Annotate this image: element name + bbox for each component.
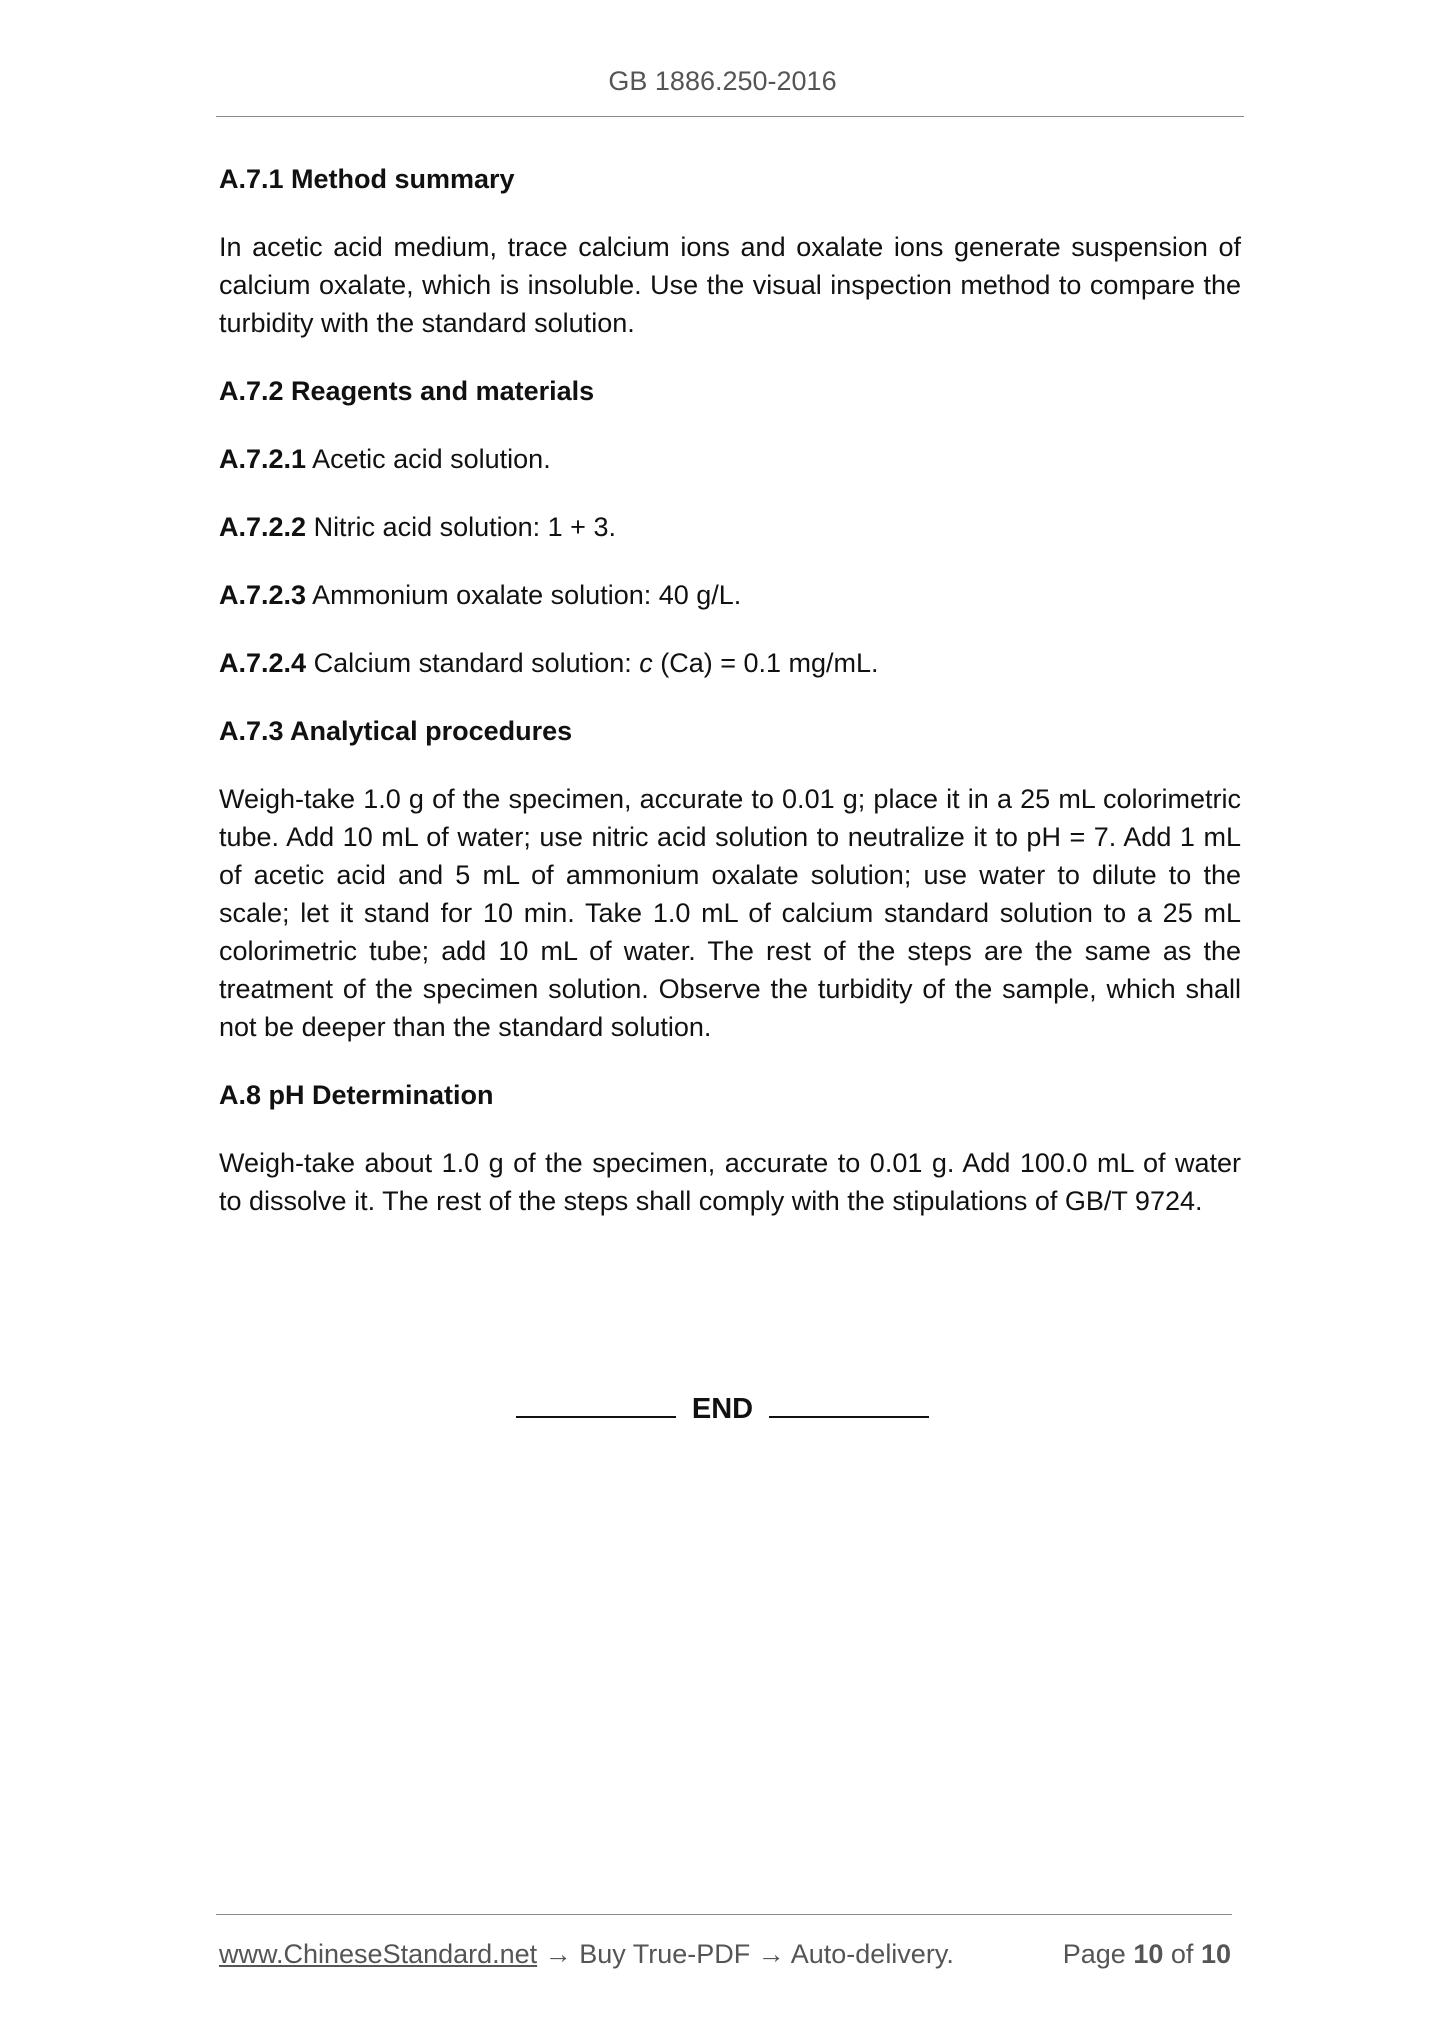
header-divider — [216, 116, 1244, 117]
page-total: 10 — [1200, 1939, 1231, 1969]
reagent-item-text: Ammonium oxalate solution: 40 g/L. — [306, 580, 742, 610]
page-of-label: of — [1170, 1939, 1194, 1969]
reagent-item-text: Acetic acid solution. — [306, 444, 551, 474]
reagent-item-number: A.7.2.1 — [219, 444, 307, 474]
end-label: END — [691, 1393, 754, 1425]
footer-divider — [216, 1914, 1232, 1915]
reagent-item-text-end: (Ca) = 0.1 mg/mL. — [652, 648, 879, 678]
end-rule-left — [516, 1386, 676, 1418]
reagent-item — [219, 644, 1241, 682]
section-text-a8: Weigh-take about 1.0 g of the specimen, accurate to 0.01 g. Add 100.0 mL of water to dissolve it. The rest of the steps shall comply with the stipulations of GB/T 9724. — [219, 1148, 1241, 1216]
reagent-item — [219, 576, 1241, 614]
reagent-item-symbol: c — [639, 648, 653, 678]
footer-promo-text: → Buy True-PDF → Auto-delivery. — [537, 1939, 954, 1969]
end-marker — [0, 1386, 1445, 1429]
reagent-item-text: Nitric acid solution: 1 + 3. — [306, 512, 616, 542]
reagent-item-number: A.7.2.2 — [219, 512, 307, 542]
reagent-item — [219, 440, 1241, 478]
section-text-a73: Weigh-take 1.0 g of the specimen, accurate to 0.01 g; place it in a 25 mL colorimetric tube. Add 10 mL of water; use nitric acid solution to neutralize it to pH = 7. Add 1 mL of acetic acid and 5 mL of ammonium oxalate solution; use water to dilute to the scale; let it stand for 10 min. Take 1.0 mL of calcium standard solution to a 25 mL colorimetric tube; add 10 mL of water. The rest of the steps are the same as the treatment of the specimen solution. Observe the turbidity of the sample, which shall not be deeper than the standard solution. — [219, 784, 1241, 1042]
reagent-item-number: A.7.2.3 — [219, 580, 307, 610]
document-body — [219, 160, 1241, 1250]
section-text-a71: In acetic acid medium, trace calcium ions and oxalate ions generate suspension of calcium oxalate, which is insoluble. Use the visual inspection method to compare the turbidity with the standard solution. — [219, 232, 1241, 338]
section-heading-a8: A.8 pH Determination — [219, 1080, 494, 1110]
reagent-item — [219, 508, 1241, 546]
website-link[interactable]: www.ChineseStandard.net — [219, 1939, 538, 1969]
document-header-title: GB 1886.250-2016 — [608, 66, 837, 96]
page-current: 10 — [1133, 1939, 1164, 1969]
section-heading-a73: A.7.3 Analytical procedures — [219, 716, 573, 746]
page-label: Page — [1062, 1939, 1126, 1969]
page-footer — [219, 1936, 1231, 1972]
reagent-item-text: Calcium standard solution: — [306, 648, 640, 678]
section-heading-a71: A.7.1 Method summary — [219, 164, 515, 194]
end-rule-right — [769, 1386, 929, 1418]
reagent-item-number: A.7.2.4 — [219, 648, 307, 678]
page-number — [1063, 1936, 1231, 1972]
section-heading-a72: A.7.2 Reagents and materials — [219, 376, 595, 406]
